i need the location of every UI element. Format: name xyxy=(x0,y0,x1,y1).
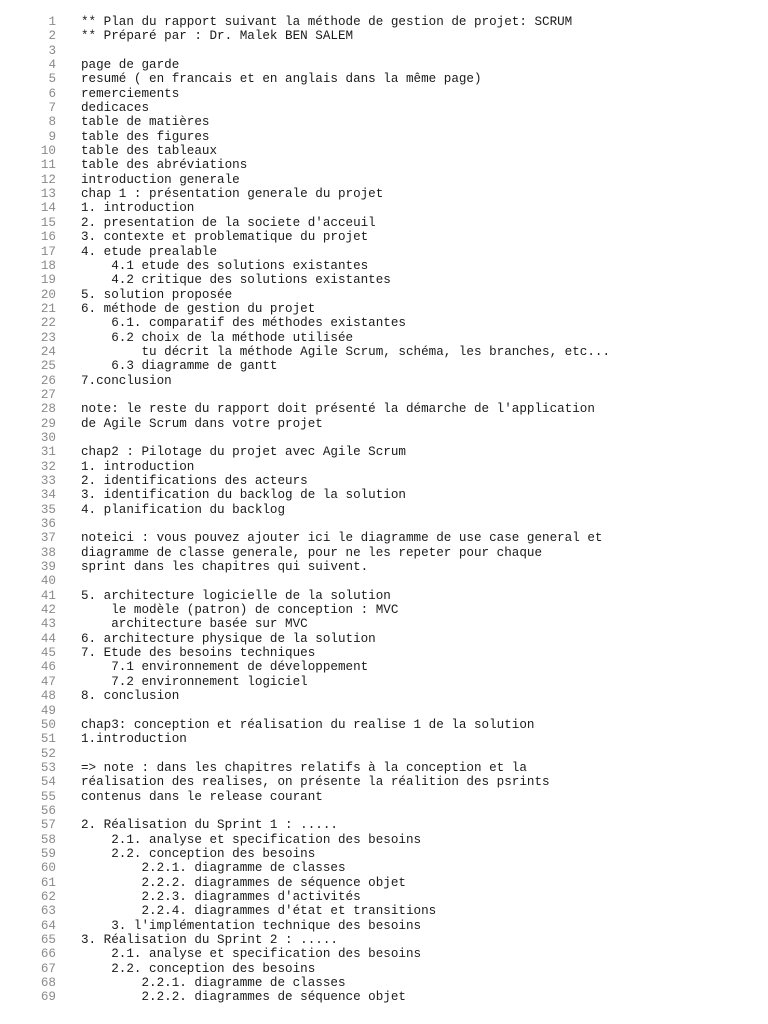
line-number: 30 xyxy=(40,430,56,445)
text-line xyxy=(0,259,768,273)
line-text: table de matières xyxy=(81,115,210,130)
line-text: 2. identifications des acteurs xyxy=(81,474,308,488)
line-number: 29 xyxy=(40,416,56,431)
text-line xyxy=(0,890,768,904)
text-line xyxy=(0,660,768,674)
text-line xyxy=(0,331,768,345)
line-text: 6.3 diagramme de gantt xyxy=(81,359,278,374)
text-line xyxy=(0,44,768,58)
line-text: chap 1 : présentation generale du projet xyxy=(81,187,384,202)
text-line xyxy=(0,345,768,359)
line-number: 36 xyxy=(40,517,56,532)
line-text: 2.2.1. diagramme de classes xyxy=(81,861,346,876)
line-number: 20 xyxy=(40,287,56,302)
line-text: 8. conclusion xyxy=(81,689,180,704)
text-line xyxy=(0,316,768,330)
text-line xyxy=(0,947,768,961)
line-number: 8 xyxy=(48,115,56,130)
text-line xyxy=(0,101,768,115)
text-line xyxy=(0,417,768,431)
line-text xyxy=(81,747,768,761)
line-number: 57 xyxy=(40,818,56,833)
text-line xyxy=(0,388,768,402)
line-number: 42 xyxy=(40,603,56,618)
text-line xyxy=(0,833,768,847)
line-number: 13 xyxy=(40,187,56,202)
text-line xyxy=(0,617,768,631)
line-text xyxy=(81,388,768,402)
text-line xyxy=(0,718,768,732)
line-text: 6.2 choix de la méthode utilisée xyxy=(81,330,354,345)
document-body xyxy=(0,15,768,1005)
text-line xyxy=(0,646,768,660)
text-line xyxy=(0,402,768,416)
line-number: 48 xyxy=(40,689,56,704)
line-number: 28 xyxy=(40,402,56,417)
text-line xyxy=(0,288,768,302)
text-line xyxy=(0,230,768,244)
line-text: => note : dans les chapitres relatifs à la conception et la xyxy=(81,760,527,775)
line-text xyxy=(81,704,768,718)
line-text: 6.1. comparatif des méthodes existantes xyxy=(81,316,406,331)
text-line xyxy=(0,130,768,144)
line-text: 2.2.4. diagrammes d'état et transitions xyxy=(81,904,437,919)
line-number: 68 xyxy=(40,976,56,991)
text-line xyxy=(0,445,768,459)
line-number: 37 xyxy=(40,531,56,546)
line-number: 54 xyxy=(40,775,56,790)
line-text: noteici : vous pouvez ajouter ici le diagramme de use case general et xyxy=(81,531,603,546)
line-number: 32 xyxy=(40,459,56,474)
line-text: réalisation des realises, on présente la réalition des psrints xyxy=(81,775,550,790)
line-number: 17 xyxy=(40,244,56,259)
text-line xyxy=(0,732,768,746)
line-number: 41 xyxy=(40,588,56,603)
line-text: ** Préparé par : Dr. Malek BEN SALEM xyxy=(81,29,354,44)
line-number: 11 xyxy=(40,158,56,173)
line-text: 2.2.2. diagrammes de séquence objet xyxy=(81,875,406,890)
line-number: 23 xyxy=(40,330,56,345)
text-line xyxy=(0,187,768,201)
line-text xyxy=(81,44,768,58)
line-number: 4 xyxy=(48,58,56,73)
line-number: 40 xyxy=(40,574,56,589)
text-line xyxy=(0,460,768,474)
text-line xyxy=(0,115,768,129)
line-number: 45 xyxy=(40,646,56,661)
line-number: 66 xyxy=(40,947,56,962)
text-line xyxy=(0,546,768,560)
line-number: 53 xyxy=(40,760,56,775)
line-text xyxy=(81,517,768,531)
text-line xyxy=(0,29,768,43)
line-text: de Agile Scrum dans votre projet xyxy=(81,416,323,431)
text-line xyxy=(0,173,768,187)
line-text: 7.2 environnement logiciel xyxy=(81,674,308,689)
text-line xyxy=(0,374,768,388)
line-text: le modèle (patron) de conception : MVC xyxy=(81,603,399,618)
text-line xyxy=(0,976,768,990)
text-line xyxy=(0,201,768,215)
line-number: 64 xyxy=(40,918,56,933)
line-text: 1.introduction xyxy=(81,732,187,747)
line-text: table des abréviations xyxy=(81,158,248,173)
text-line xyxy=(0,474,768,488)
text-line xyxy=(0,704,768,718)
line-number: 21 xyxy=(40,301,56,316)
text-line xyxy=(0,431,768,445)
line-text: contenus dans le release courant xyxy=(81,789,323,804)
text-line xyxy=(0,689,768,703)
line-number: 18 xyxy=(40,258,56,273)
text-line xyxy=(0,761,768,775)
line-number: 6 xyxy=(48,86,56,101)
line-text: 5. architecture logicielle de la solution xyxy=(81,588,391,603)
text-line xyxy=(0,273,768,287)
line-number: 7 xyxy=(48,101,56,116)
line-number: 52 xyxy=(40,746,56,761)
line-text: table des tableaux xyxy=(81,144,218,159)
line-number: 47 xyxy=(40,674,56,689)
line-text: 1. introduction xyxy=(81,459,195,474)
line-number: 5 xyxy=(48,72,56,87)
line-number: 69 xyxy=(40,990,56,1005)
line-text: 2.2.3. diagrammes d'activités xyxy=(81,889,361,904)
line-text: chap3: conception et réalisation du realise 1 de la solution xyxy=(81,717,535,732)
line-number: 38 xyxy=(40,545,56,560)
line-text: 4. etude prealable xyxy=(81,244,218,259)
line-number: 59 xyxy=(40,846,56,861)
line-number: 2 xyxy=(48,29,56,44)
line-number: 14 xyxy=(40,201,56,216)
line-number: 60 xyxy=(40,861,56,876)
line-text: 4.2 critique des solutions existantes xyxy=(81,273,391,288)
line-number: 55 xyxy=(40,789,56,804)
line-number: 16 xyxy=(40,230,56,245)
text-line xyxy=(0,488,768,502)
text-line xyxy=(0,158,768,172)
line-text: 1. introduction xyxy=(81,201,195,216)
line-text: architecture basée sur MVC xyxy=(81,617,308,632)
line-number: 19 xyxy=(40,273,56,288)
line-number: 43 xyxy=(40,617,56,632)
text-line xyxy=(0,804,768,818)
line-text: 2.1. analyse et specification des besoins xyxy=(81,832,422,847)
line-text: 2.2. conception des besoins xyxy=(81,846,316,861)
text-line xyxy=(0,632,768,646)
line-number: 46 xyxy=(40,660,56,675)
text-line xyxy=(0,919,768,933)
line-text: ** Plan du rapport suivant la méthode de gestion de projet: SCRUM xyxy=(81,15,573,29)
line-text: 3. contexte et problematique du projet xyxy=(81,230,369,245)
text-line xyxy=(0,775,768,789)
line-number: 12 xyxy=(40,172,56,187)
text-line xyxy=(0,58,768,72)
text-line xyxy=(0,302,768,316)
line-number: 33 xyxy=(40,474,56,488)
line-number: 25 xyxy=(40,359,56,374)
line-number: 63 xyxy=(40,904,56,919)
text-line xyxy=(0,144,768,158)
text-line xyxy=(0,517,768,531)
text-line xyxy=(0,72,768,86)
text-line xyxy=(0,747,768,761)
text-line xyxy=(0,560,768,574)
line-text: 2.2.2. diagrammes de séquence objet xyxy=(81,990,406,1005)
line-text: 2.2. conception des besoins xyxy=(81,961,316,976)
line-number: 58 xyxy=(40,832,56,847)
line-number: 22 xyxy=(40,316,56,331)
line-text: 6. architecture physique de la solution xyxy=(81,631,376,646)
line-number: 34 xyxy=(40,488,56,503)
line-number: 51 xyxy=(40,732,56,747)
line-text: note: le reste du rapport doit présenté la démarche de l'application xyxy=(81,402,595,417)
line-text: 4.1 etude des solutions existantes xyxy=(81,258,369,273)
text-line xyxy=(0,847,768,861)
text-line xyxy=(0,531,768,545)
line-number: 62 xyxy=(40,889,56,904)
text-line xyxy=(0,818,768,832)
line-text xyxy=(81,574,768,588)
line-number: 44 xyxy=(40,631,56,646)
line-text xyxy=(81,431,768,445)
line-text: 2. Réalisation du Sprint 1 : ..... xyxy=(81,818,338,833)
line-text: resumé ( en francais et en anglais dans la même page) xyxy=(81,72,482,87)
line-text: 7. Etude des besoins techniques xyxy=(81,646,316,661)
line-text: remerciements xyxy=(81,86,180,101)
line-number: 9 xyxy=(48,129,56,144)
text-line xyxy=(0,503,768,517)
text-line xyxy=(0,904,768,918)
line-text: 6. méthode de gestion du projet xyxy=(81,301,316,316)
line-text: 2. presentation de la societe d'acceuil xyxy=(81,215,376,230)
line-number: 27 xyxy=(40,387,56,402)
line-number: 26 xyxy=(40,373,56,388)
line-text: 3. Réalisation du Sprint 2 : ..... xyxy=(81,933,338,947)
text-line xyxy=(0,603,768,617)
line-text: introduction generale xyxy=(81,172,240,187)
line-number: 24 xyxy=(40,344,56,359)
text-line xyxy=(0,359,768,373)
text-line xyxy=(0,675,768,689)
line-text: 2.1. analyse et specification des besoins xyxy=(81,947,422,962)
line-text: tu décrit la méthode Agile Scrum, schéma, les branches, etc... xyxy=(81,344,611,359)
line-text: 2.2.1. diagramme de classes xyxy=(81,976,346,991)
line-number: 10 xyxy=(40,144,56,159)
line-number: 39 xyxy=(40,560,56,575)
text-line xyxy=(0,216,768,230)
text-line xyxy=(0,861,768,875)
line-number: 49 xyxy=(40,703,56,718)
line-text xyxy=(81,804,768,818)
line-text: 5. solution proposée xyxy=(81,287,233,302)
text-line xyxy=(0,15,768,29)
line-number: 56 xyxy=(40,803,56,818)
line-text: diagramme de classe generale, pour ne les repeter pour chaque xyxy=(81,545,543,560)
line-number: 1 xyxy=(48,15,56,29)
text-line xyxy=(0,962,768,976)
line-text: 3. l'implémentation technique des besoins xyxy=(81,918,422,933)
text-line xyxy=(0,790,768,804)
text-line xyxy=(0,574,768,588)
line-text: page de garde xyxy=(81,58,180,73)
line-number: 3 xyxy=(48,43,56,58)
line-text: 7.1 environnement de développement xyxy=(81,660,369,675)
text-line xyxy=(0,245,768,259)
line-text: sprint dans les chapitres qui suivent. xyxy=(81,560,369,575)
text-line xyxy=(0,990,768,1004)
line-number: 35 xyxy=(40,502,56,517)
text-line xyxy=(0,876,768,890)
line-number: 65 xyxy=(40,933,56,947)
line-text: table des figures xyxy=(81,129,210,144)
line-text: chap2 : Pilotage du projet avec Agile Scrum xyxy=(81,445,406,460)
line-text: 4. planification du backlog xyxy=(81,502,286,517)
line-text: 3. identification du backlog de la solution xyxy=(81,488,406,503)
line-number: 61 xyxy=(40,875,56,890)
text-line xyxy=(0,933,768,947)
line-text: 7.conclusion xyxy=(81,373,172,388)
line-number: 50 xyxy=(40,717,56,732)
text-line xyxy=(0,589,768,603)
line-number: 67 xyxy=(40,961,56,976)
line-number: 15 xyxy=(40,215,56,230)
text-line xyxy=(0,87,768,101)
line-number: 31 xyxy=(40,445,56,460)
line-text: dedicaces xyxy=(81,101,150,116)
